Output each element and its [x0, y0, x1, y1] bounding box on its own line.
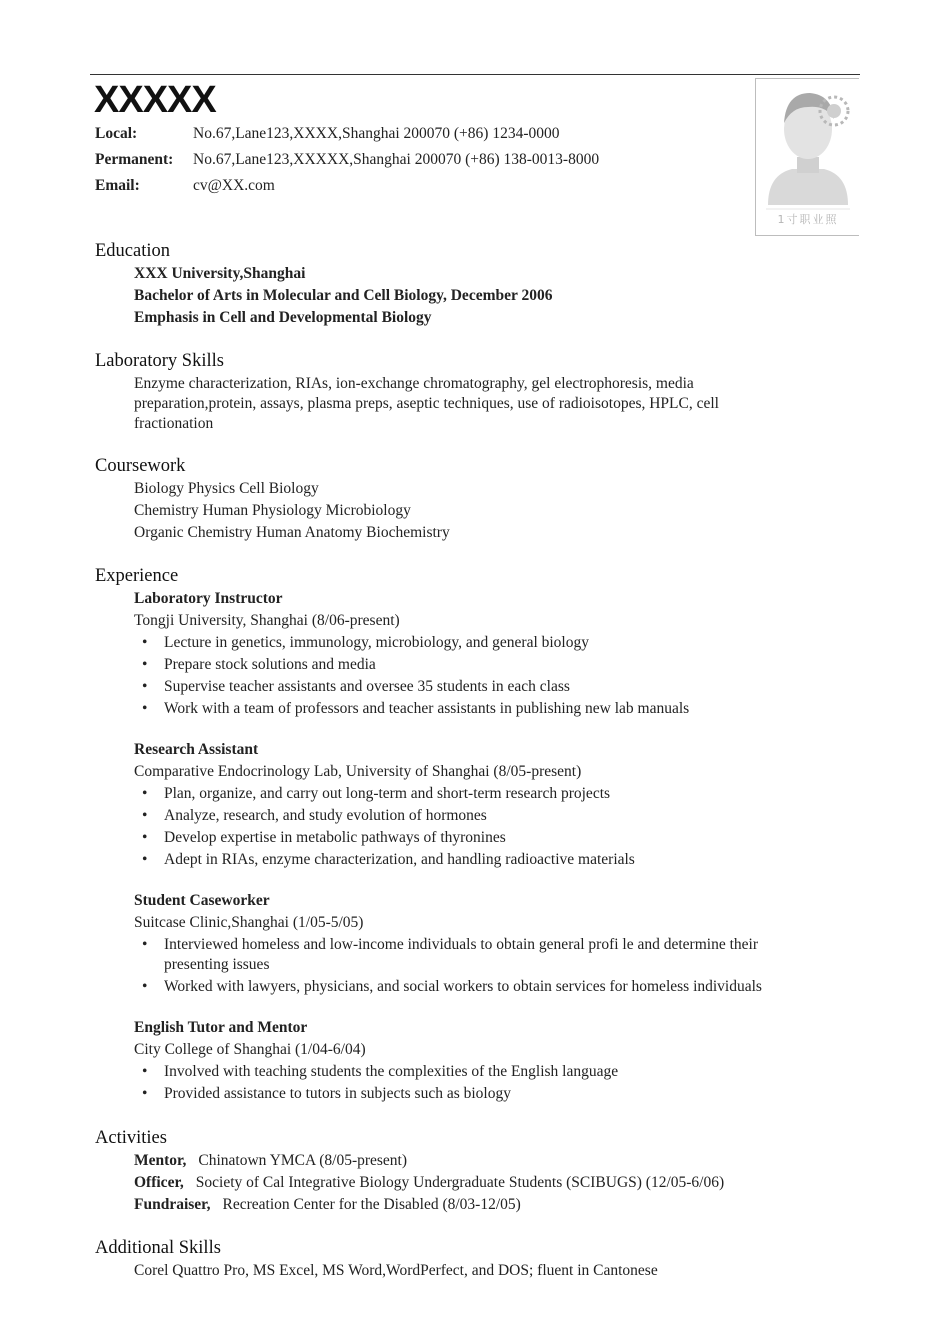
bullet-text: Adept in RIAs, enzyme characterization, and handling radioactive materials — [164, 851, 635, 868]
coursework-line: Organic Chemistry Human Anatomy Biochemistry — [134, 524, 450, 541]
activity-item — [134, 1195, 521, 1215]
job-title: English Tutor and Mentor — [134, 1019, 308, 1036]
contact-label: Local: — [95, 125, 138, 142]
section-title-lab-skills: Laboratory Skills — [95, 351, 224, 371]
header-rule — [90, 74, 860, 75]
additional-skills-text: Corel Quattro Pro, MS Excel, MS Word,WordPerfect, and DOS; fluent in Cantonese — [134, 1262, 658, 1279]
bullet-text: Worked with lawyers, physicians, and social workers to obtain services for homeless individuals — [164, 978, 762, 995]
bullet-text: Plan, organize, and carry out long-term and short-term research projects — [164, 785, 611, 802]
activity-desc: Society of Cal Integrative Biology Undergraduate Students (SCIBUGS) (12/05-6/06) — [195, 1174, 725, 1191]
contact-value: No.67,Lane123,XXXXX,Shanghai 200070 (+86) 138-0013-8000 — [193, 151, 600, 168]
job-place: Comparative Endocrinology Lab, University of Shanghai (8/05-present) — [134, 763, 582, 780]
lab-skills-text: Enzyme characterization, RIAs, ion-exchange chromatography, gel electrophoresis, media preparation,protein, assays, plasma preps, aseptic techniques, use of radioisotopes, HPLC, cell fractionation — [134, 375, 719, 432]
activity-role: Officer, — [134, 1174, 184, 1191]
bullet-text: Prepare stock solutions and media — [164, 656, 376, 673]
coursework-line: Biology Physics Cell Biology — [134, 480, 319, 497]
job-place: Suitcase Clinic,Shanghai (1/05-5/05) — [134, 914, 364, 931]
section-title-education: Education — [95, 241, 171, 261]
contact-value: No.67,Lane123,XXXX,Shanghai 200070 (+86) 1234-0000 — [193, 125, 560, 142]
section-title-additional-skills: Additional Skills — [95, 1238, 221, 1258]
portrait-icon — [756, 79, 859, 235]
activity-role: Fundraiser, — [134, 1196, 211, 1213]
bullet-text: Supervise teacher assistants and oversee 35 students in each class — [164, 678, 570, 695]
section-title-experience: Experience — [95, 566, 179, 586]
job-title: Research Assistant — [134, 741, 259, 758]
coursework-line: Chemistry Human Physiology Microbiology — [134, 502, 411, 519]
bullet-text: Develop expertise in metabolic pathways of thyronines — [164, 829, 506, 846]
profile-photo — [755, 78, 859, 236]
activity-desc: Chinatown YMCA (8/05-present) — [198, 1152, 408, 1169]
bullet-text: Lecture in genetics, immunology, microbiology, and general biology — [164, 634, 589, 651]
education-line: XXX University,Shanghai — [134, 265, 306, 282]
contact-label: Permanent: — [95, 151, 174, 168]
job-title: Laboratory Instructor — [134, 590, 283, 607]
contact-label: Email: — [95, 177, 140, 194]
bullet-text: Provided assistance to tutors in subjects such as biology — [164, 1085, 511, 1102]
job-place: City College of Shanghai (1/04-6/04) — [134, 1041, 366, 1058]
candidate-name: XXXXX — [94, 79, 216, 121]
activity-item — [134, 1151, 407, 1171]
activity-role: Mentor, — [134, 1152, 187, 1169]
bullet-text: Involved with teaching students the complexities of the English language — [164, 1063, 619, 1080]
job-place: Tongji University, Shanghai (8/06-present) — [134, 612, 400, 629]
job-title: Student Caseworker — [134, 892, 270, 909]
activity-desc: Recreation Center for the Disabled (8/03-12/05) — [222, 1196, 521, 1213]
bullet-text: Analyze, research, and study evolution of hormones — [164, 807, 487, 824]
contact-value: cv@XX.com — [193, 177, 275, 194]
bullet-text: Interviewed homeless and low-income individuals to obtain general profi le and determine their presenting issues — [164, 936, 758, 973]
section-title-activities: Activities — [95, 1128, 167, 1148]
education-line: Bachelor of Arts in Molecular and Cell Biology, December 2006 — [134, 287, 553, 304]
bullet-text: Work with a team of professors and teacher assistants in publishing new lab manuals — [164, 700, 690, 717]
photo-caption: 1寸职业照 — [777, 213, 839, 226]
section-title-coursework: Coursework — [95, 456, 186, 476]
activity-item — [134, 1173, 724, 1193]
education-line: Emphasis in Cell and Developmental Biology — [134, 309, 432, 326]
